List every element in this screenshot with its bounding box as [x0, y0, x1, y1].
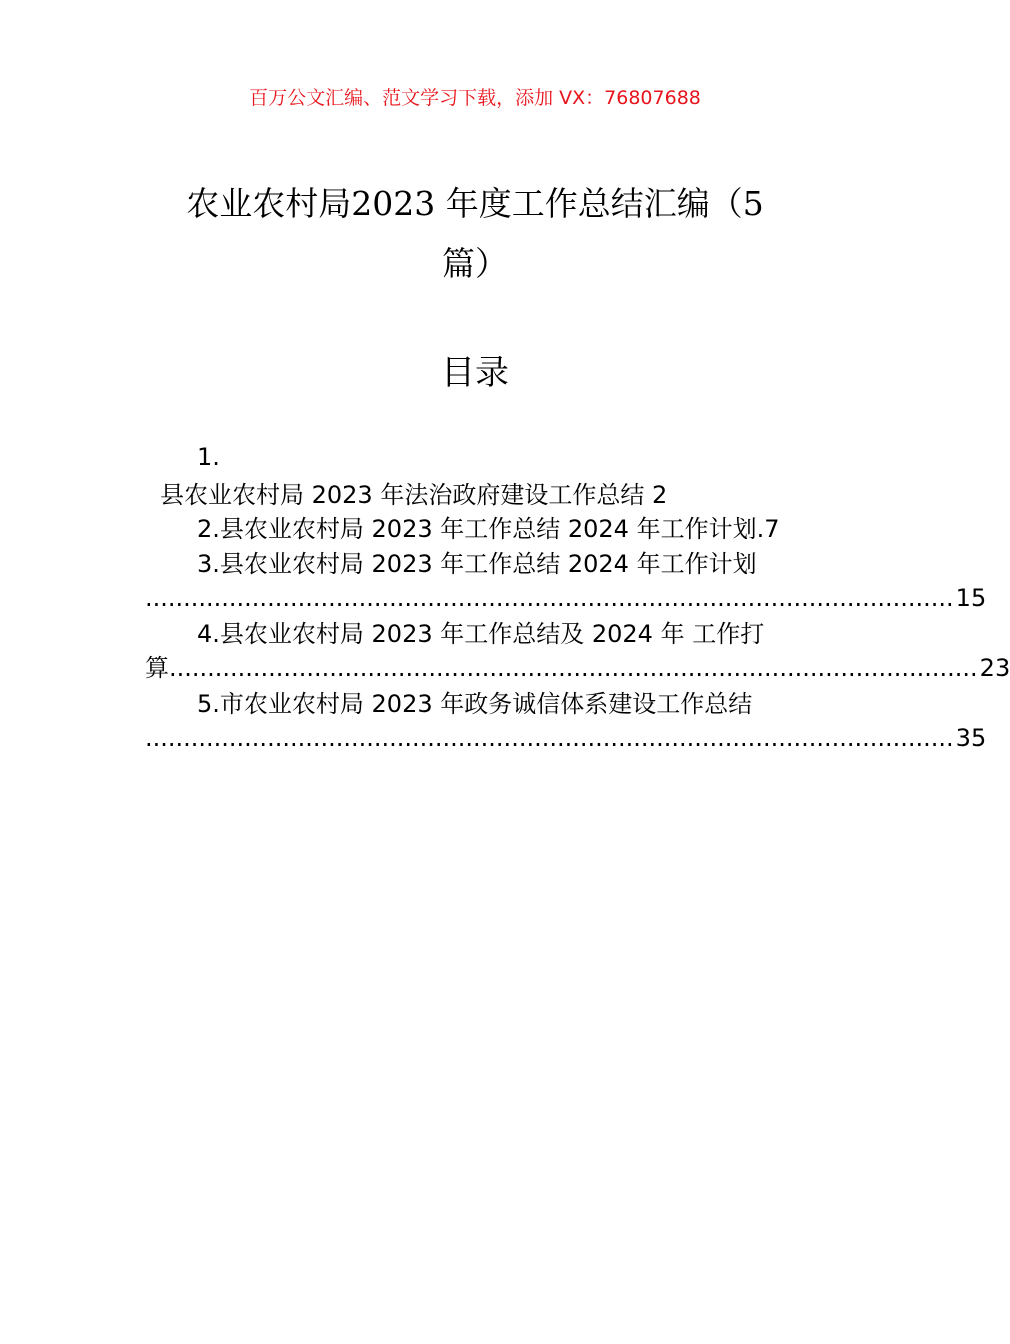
toc-entry-2-page: 7: [764, 515, 780, 543]
toc-entry-1-number[interactable]: 1.: [197, 443, 220, 471]
toc-entry-4-page: 23: [979, 654, 1010, 682]
toc-entry-4-text: 4.县农业农村局 2023 年工作总结及 2024 年 工作打: [197, 620, 765, 648]
toc-entry-4-cont: 算: [145, 654, 169, 682]
toc-entry-1-text: 县农业农村局 2023 年法治政府建设工作总结: [160, 481, 645, 509]
toc-entry-5-page: 35: [955, 724, 987, 752]
document-title: [150, 174, 800, 294]
toc-heading: 目录: [441, 353, 509, 393]
toc-entry-5-leader[interactable]: [145, 721, 987, 755]
title-part-2: 年度工作总结汇编（: [445, 184, 743, 223]
toc-entry-5-text: 5.市农业农村局 2023 年政务诚信体系建设工作总结: [197, 690, 753, 718]
toc-entry-2-text: 2.县农业农村局 2023 年工作总结 2024 年工作计划.: [197, 515, 765, 543]
toc-entry-4[interactable]: [197, 617, 764, 651]
title-year: 2023: [351, 184, 436, 223]
title-line-1: [150, 174, 800, 234]
toc-entry-3-page: 15: [955, 584, 987, 612]
toc-entry-2[interactable]: [197, 512, 779, 546]
title-count: 5: [742, 184, 764, 223]
toc-entry-4-dots: ..........................................................................................................: [169, 654, 978, 682]
header-watermark-note: 百万公文汇编、范文学习下载，添加 VX：76807688: [249, 87, 701, 109]
toc-entry-3[interactable]: [197, 547, 757, 581]
toc-entry-3-leader[interactable]: [145, 581, 987, 615]
title-part-1: 农业农村局: [186, 184, 352, 223]
title-line-2: 篇）: [442, 244, 508, 283]
toc-entry-3-text: 3.县农业农村局 2023 年工作总结 2024 年工作计划: [197, 550, 757, 578]
toc-entry-5[interactable]: [197, 687, 752, 721]
toc-entry-3-dots: ..........................................................................................................: [145, 584, 954, 612]
toc-entry-1-page: 2: [651, 481, 668, 509]
toc-entry-4-leader[interactable]: [145, 651, 1010, 685]
toc-entry-5-dots: ..........................................................................................................: [145, 724, 954, 752]
toc-entry-1[interactable]: [160, 478, 667, 512]
